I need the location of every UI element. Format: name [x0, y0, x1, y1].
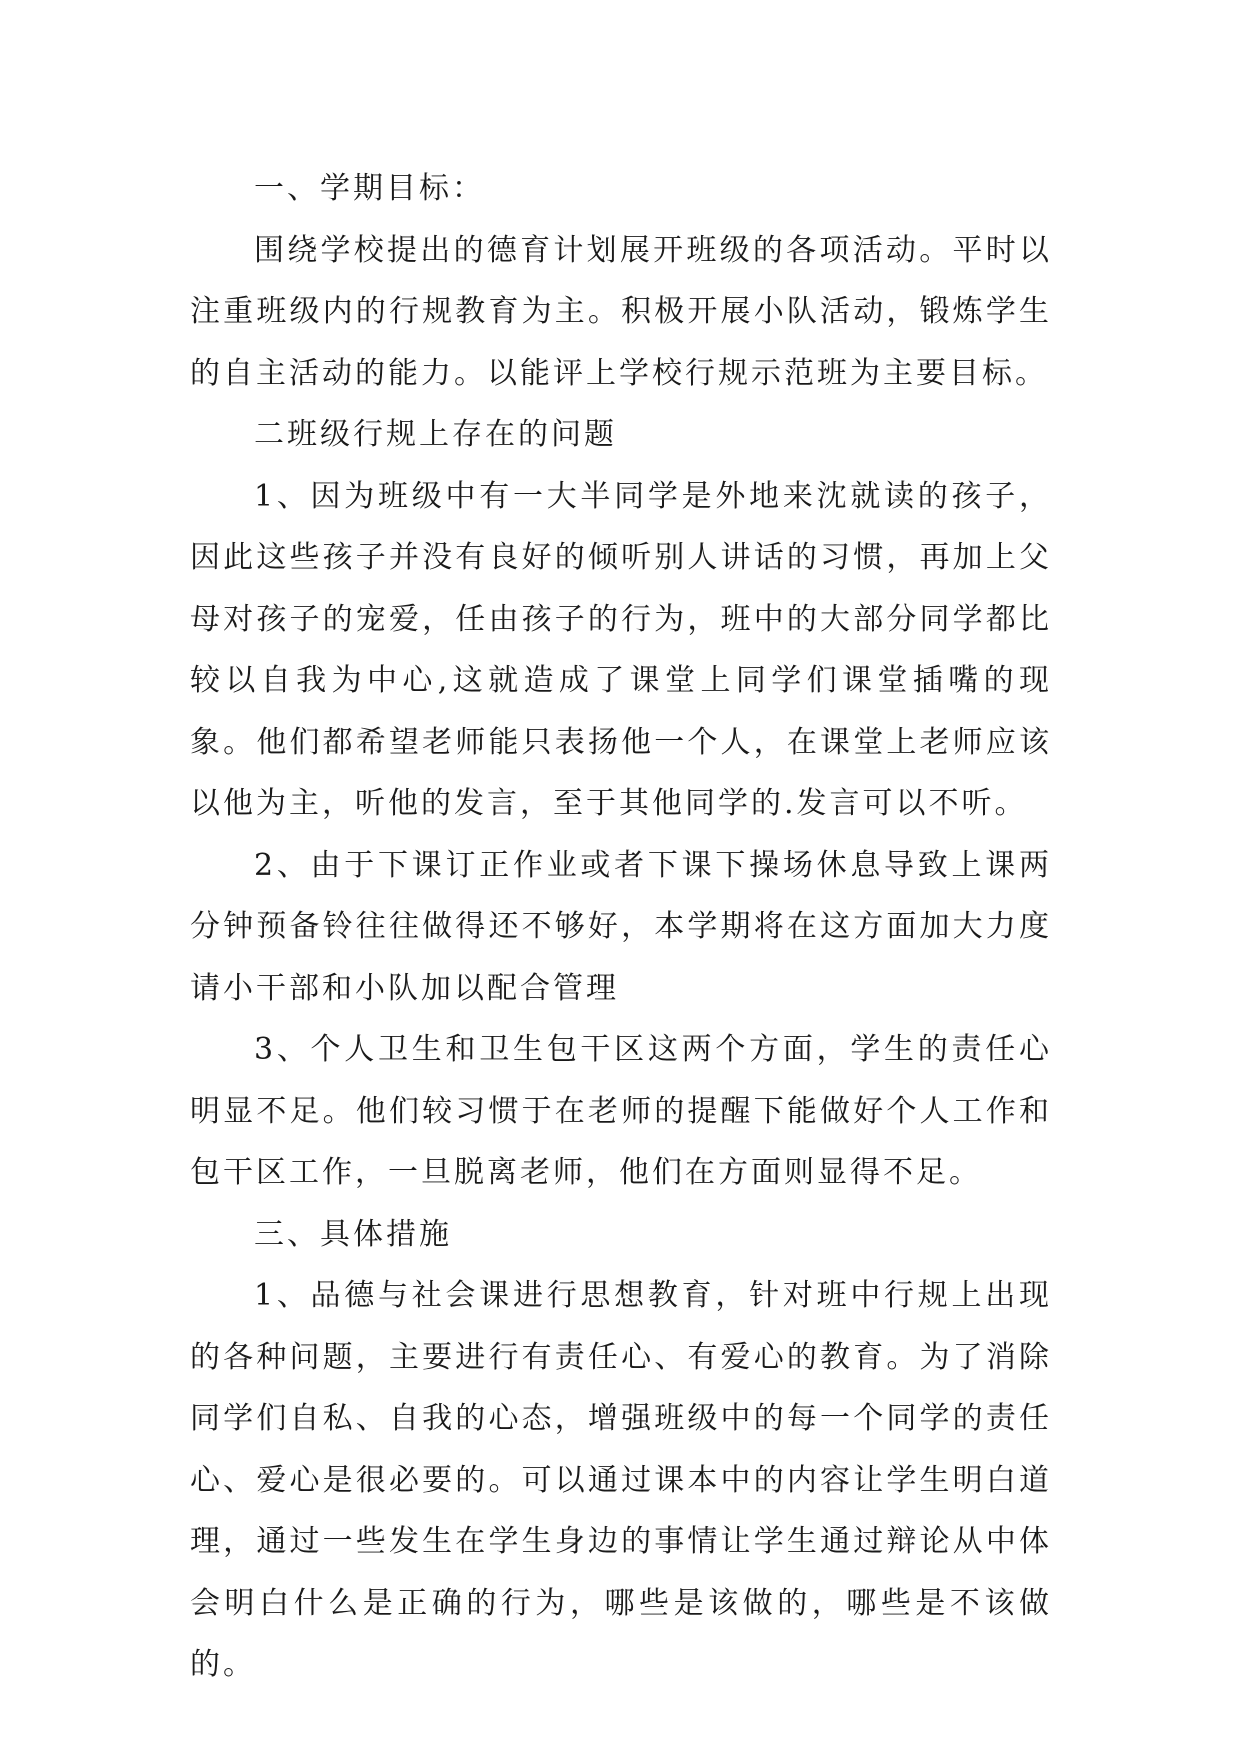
paragraph-problem-3: 3、个人卫生和卫生包干区这两个方面，学生的责任心明显不足。他们较习惯于在老师的提醒下能做好个人工作和包干区工作，一旦脱离老师，他们在方面则显得不足。	[190, 1032, 1052, 1190]
heading-semester-goals: 一、学期目标：	[254, 171, 485, 206]
heading-class-problems: 二班级行规上存在的问题	[254, 417, 617, 452]
heading-measures: 三、具体措施	[254, 1216, 452, 1252]
paragraph-problem-2: 2、由于下课订正作业或者下课下操场休息导致上课两分钟预备铃往往做得还不够好，本学期将在这方面加大力度请小干部和小队加以配合管理	[190, 847, 1052, 1006]
paragraph-problem-1: 1、因为班级中有一大半同学是外地来沈就读的孩子，因此这些孩子并没有良好的倾听别人讲话的习惯，再加上父母对孩子的宠爱，任由孩子的行为，班中的大部分同学都比较以自我为中心,这就造成了课堂上同学们课堂插嘴的现象。他们都希望老师能只表扬他一个人，在课堂上老师应该以他为主，听他的发言，至于其他同学的.发言可以不听。	[190, 478, 1052, 821]
paragraph-measure-1: 1、品德与社会课进行思想教育，针对班中行规上出现的各种问题，主要进行有责任心、有爱心的教育。为了消除同学们自私、自我的心态，增强班级中的每一个同学的责任心、爱心是很必要的。可以通过课本中的内容让学生明白道理，通过一些发生在学生身边的事情让学生通过辩论从中体会明白什么是正确的行为，哪些是该做的，哪些是不该做的。	[190, 1278, 1052, 1682]
paragraph-goals: 围绕学校提出的德育计划展开班级的各项活动。平时以注重班级内的行规教育为主。积极开展小队活动，锻炼学生的自主活动的能力。以能评上学校行规示范班为主要目标。	[190, 232, 1052, 391]
document-body	[190, 158, 1052, 1696]
